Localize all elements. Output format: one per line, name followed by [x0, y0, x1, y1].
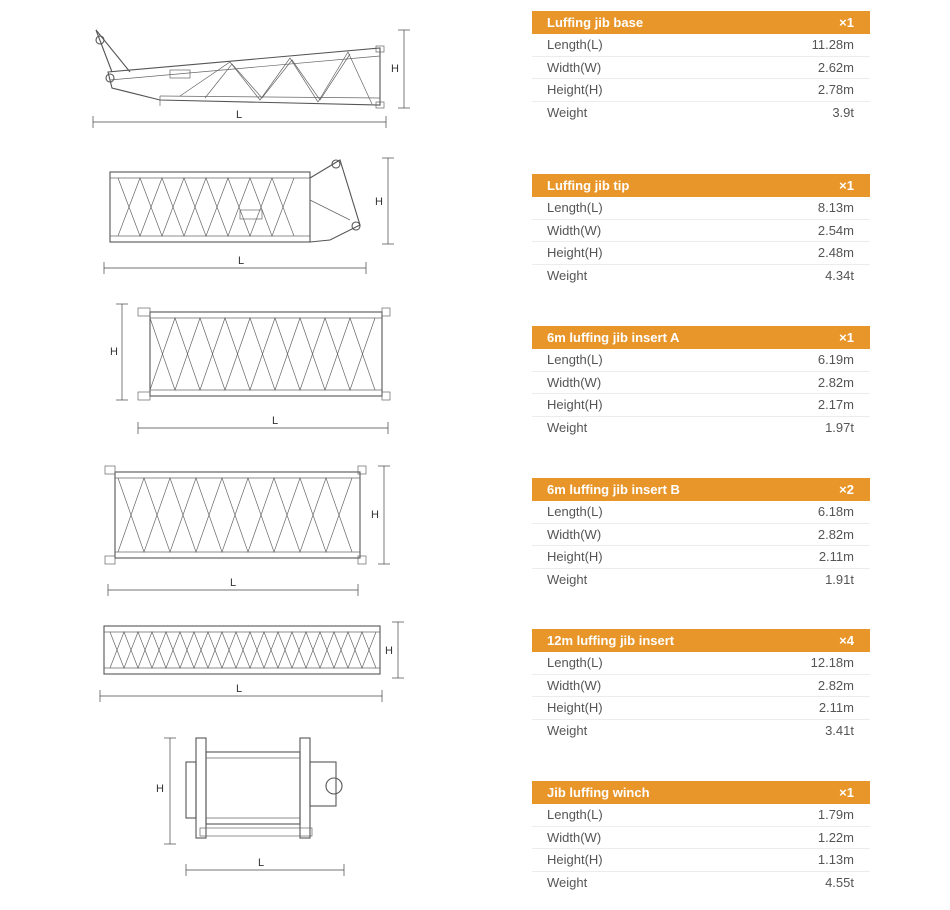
spec-row-height: Height(H) 2.48m: [532, 242, 870, 265]
spec-row-length: Length(L) 6.18m: [532, 501, 870, 524]
component-qty: ×1: [839, 330, 854, 345]
spec-row-width: Width(W) 2.82m: [532, 675, 870, 698]
spec-row-length: Length(L) 1.79m: [532, 804, 870, 827]
spec-row-width: Width(W) 2.82m: [532, 372, 870, 395]
spec-row-width: Width(W) 2.62m: [532, 57, 870, 80]
spec-row-length: Length(L) 8.13m: [532, 197, 870, 220]
drawing-12m-insert: [100, 622, 404, 702]
component-name: 6m luffing jib insert B: [547, 482, 680, 497]
spec-header: [532, 478, 870, 501]
drawing-6m-insert-a: [110, 304, 390, 434]
drawing-luffing-jib-tip: [104, 158, 394, 274]
spec-header: [532, 781, 870, 804]
spec-row-width: Width(W) 1.22m: [532, 827, 870, 850]
spec-header: [532, 11, 870, 34]
component-qty: ×1: [839, 178, 854, 193]
spec-row-length: Length(L) 12.18m: [532, 652, 870, 675]
spec-row-height: Height(H) 2.11m: [532, 546, 870, 569]
dimension-height-label: H: [371, 509, 379, 521]
spec-row-weight: Weight 3.9t: [547, 105, 854, 121]
dimension-height-label: H: [385, 645, 393, 657]
spec-header: [532, 629, 870, 652]
spec-table-luffing-jib-base: [532, 11, 870, 124]
dimension-height-label: H: [156, 783, 164, 795]
spec-table-6m-insert-a: [532, 326, 870, 439]
component-qty: ×2: [839, 482, 854, 497]
component-name: Luffing jib tip: [547, 178, 630, 193]
spec-row-height: Height(H) 2.17m: [532, 394, 870, 417]
spec-header: [532, 326, 870, 349]
spec-row-weight: Weight 1.91t: [547, 572, 854, 588]
dimension-height-label: H: [391, 63, 399, 75]
spec-table-6m-insert-b: [532, 478, 870, 591]
spec-header: [532, 174, 870, 197]
drawing-jib-luffing-winch: [156, 738, 344, 876]
component-qty: ×1: [839, 15, 854, 30]
dimension-length-label: L: [258, 857, 265, 869]
drawing-6m-insert-b: [105, 466, 390, 596]
spec-row-height: Height(H) 2.11m: [532, 697, 870, 720]
spec-row-length: Length(L) 6.19m: [532, 349, 870, 372]
dimension-length-label: L: [236, 109, 243, 121]
spec-row-height: Height(H) 2.78m: [532, 79, 870, 102]
spec-row-length: Length(L) 11.28m: [532, 34, 870, 57]
component-name: Luffing jib base: [547, 15, 644, 30]
component-name: 6m luffing jib insert A: [547, 330, 680, 345]
dimension-length-label: L: [238, 255, 245, 267]
spec-row-weight: Weight 1.97t: [547, 420, 854, 436]
dimension-length-label: L: [236, 683, 243, 695]
spec-table-luffing-jib-tip: [532, 174, 870, 287]
spec-row-width: Width(W) 2.82m: [532, 524, 870, 547]
spec-table-jib-luffing-winch: [532, 781, 870, 894]
component-name: 12m luffing jib insert: [547, 633, 675, 648]
spec-row-weight: Weight 3.41t: [547, 723, 854, 739]
dimension-height-label: H: [110, 346, 118, 358]
dimension-height-label: H: [375, 196, 383, 208]
drawing-luffing-jib-base: [93, 30, 410, 128]
spec-table-12m-insert: [532, 629, 870, 742]
spec-row-weight: Weight 4.55t: [547, 875, 854, 891]
spec-row-weight: Weight 4.34t: [547, 268, 854, 284]
component-qty: ×1: [839, 785, 854, 800]
component-qty: ×4: [839, 633, 854, 648]
component-name: Jib luffing winch: [547, 785, 650, 800]
dimension-length-label: L: [230, 577, 237, 589]
spec-row-height: Height(H) 1.13m: [532, 849, 870, 872]
dimension-length-label: L: [272, 415, 279, 427]
spec-row-width: Width(W) 2.54m: [532, 220, 870, 243]
